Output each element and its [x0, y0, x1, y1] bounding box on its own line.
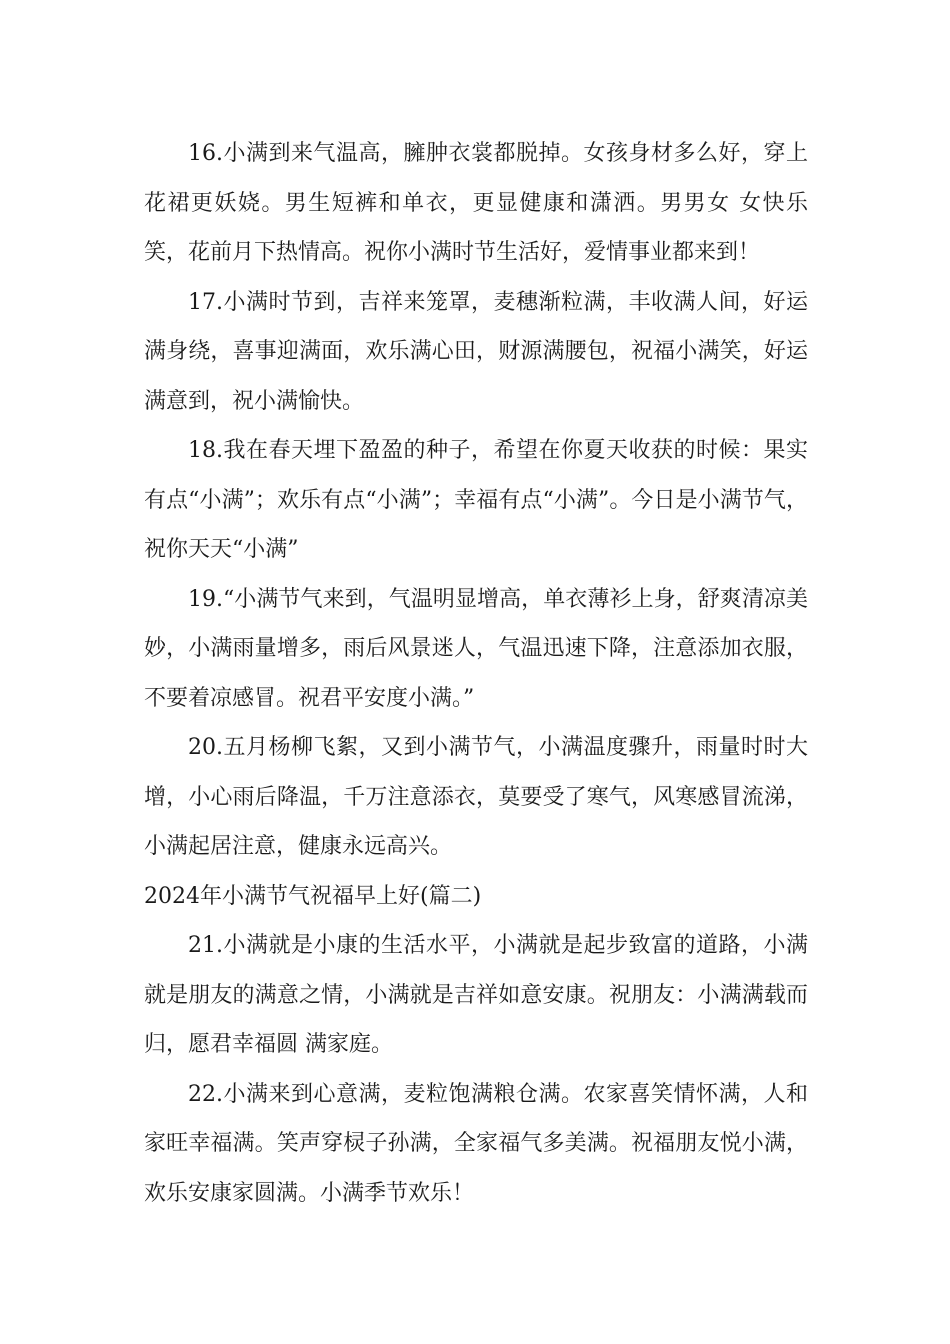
section-heading: 2024年小满节气祝福早上好(篇二) [144, 883, 482, 909]
document-body [144, 129, 808, 1218]
paragraph-18: 18.我在春天埋下盈盈的种子，希望在你夏天收获的时候：果实有点“小满”；欢乐有点“小满”；幸福有点“小满”。今日是小满节气，祝你天天“小满” [144, 438, 808, 562]
paragraph-21: 21.小满就是小康的生活水平，小满就是起步致富的道路，小满就是朋友的满意之情，小满就是吉祥如意安康。祝朋友：小满满载而归，愿君幸福圆 满家庭。 [144, 933, 808, 1057]
paragraph-17: 17.小满时节到，吉祥来笼罩，麦穗渐粒满，丰收满人间，好运满身绕，喜事迎满面，欢乐满心田，财源满腰包，祝福小满笑，好运满意到，祝小满愉快。 [144, 289, 808, 414]
paragraph-22: 22.小满来到心意满，麦粒饱满粮仓满。农家喜笑情怀满，人和家旺幸福满。笑声穿棂子孙满，全家福气多美满。祝福朋友悦小满，欢乐安康家圆满。小满季节欢乐！ [144, 1081, 808, 1206]
paragraph-19: 19.“小满节气来到，气温明显增高，单衣薄衫上身，舒爽清凉美妙，小满雨量增多，雨后风景迷人，气温迅速下降，注意添加衣服，不要着凉感冒。祝君平安度小满。” [144, 586, 808, 711]
paragraph-20: 20.五月杨柳飞絮，又到小满节气，小满温度骤升，雨量时时大增，小心雨后降温，千万注意添衣，莫要受了寒气，风寒感冒流涕，小满起居注意，健康永远高兴。 [144, 735, 808, 859]
paragraph-16: 16.小满到来气温高，臃肿衣裳都脱掉。女孩身材多么好，穿上花裙更妖娆。男生短裤和单衣，更显健康和潇洒。男男女 女快乐笑，花前月下热情高。祝你小满时节生活好，爱情事业都来到！ [144, 141, 808, 265]
